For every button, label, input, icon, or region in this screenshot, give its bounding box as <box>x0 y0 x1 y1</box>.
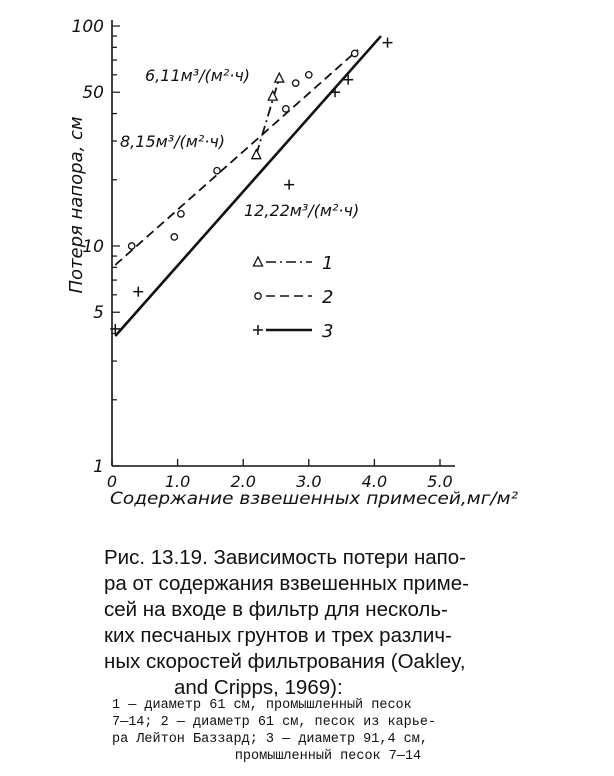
x-tick-label: 2.0 <box>230 472 256 491</box>
y-tick-label: 5 <box>93 303 104 324</box>
point-series-1 <box>275 73 284 82</box>
annotation-rate-3: 12,22м³/(м²·ч) <box>244 201 360 220</box>
annotation-rate-1: 6,11м³/(м²·ч) <box>145 66 251 85</box>
point-series-2 <box>292 80 298 86</box>
point-series-2 <box>128 243 134 249</box>
legend-marker-2 <box>255 293 261 299</box>
x-tick-label: 0 <box>106 472 118 491</box>
y-tick-label: 50 <box>82 83 104 104</box>
point-series-1 <box>252 150 261 159</box>
point-series-3 <box>330 87 340 97</box>
caption-line: ра от содержания взвешенных приме- <box>104 572 469 595</box>
point-series-3 <box>133 287 143 297</box>
y-tick-label: 1 <box>93 457 104 477</box>
point-series-2 <box>283 106 289 112</box>
y-tick-label: 100 <box>71 17 104 37</box>
chart-axes <box>66 17 518 509</box>
point-series-2 <box>171 234 177 240</box>
x-tick-label: 3.0 <box>296 472 322 491</box>
x-tick-label: 1.0 <box>164 472 191 491</box>
annotation-rate-2: 8,15м³/(м²·ч) <box>120 132 226 151</box>
caption-line: ных скоростей фильтрования (Oakley, <box>104 650 466 673</box>
caption-line: Рис. 13.19. Зависимость потери напо- <box>104 546 467 569</box>
point-series-3 <box>383 38 393 48</box>
figure-caption <box>104 545 564 701</box>
caption-legend-line: ра Лейтон Баззард; 3 — диаметр 91,4 см, <box>112 732 428 747</box>
y-axis-label: Потеря напора, см <box>66 116 87 294</box>
legend-label-2: 2 <box>322 287 334 308</box>
x-tick-label: 5.0 <box>427 472 453 491</box>
point-series-2 <box>178 211 184 217</box>
caption-legend <box>112 697 544 765</box>
legend-marker-3 <box>253 325 263 335</box>
caption-line: and Cripps, 1969): <box>174 676 343 699</box>
caption-line: сей на входе в фильтр для несколь- <box>104 598 448 621</box>
point-series-2 <box>306 72 312 78</box>
x-tick-label: 4.0 <box>361 472 388 491</box>
fit-line-series-1 <box>256 78 279 155</box>
caption-legend-line: 7—14; 2 — диаметр 61 см, песок из карье- <box>112 715 437 730</box>
caption-legend-line: 1 — диаметр 61 см, промышленный песок <box>112 698 412 713</box>
legend-label-1: 1 <box>322 253 334 274</box>
y-tick-label: 10 <box>82 237 104 257</box>
caption-line: ких песчаных грунтов и трех различ- <box>104 624 452 647</box>
legend-label-3: 3 <box>322 321 334 342</box>
point-series-3 <box>284 180 294 190</box>
point-series-2 <box>352 50 358 56</box>
caption-legend-line: промышленный песок 7—14 <box>234 749 422 764</box>
x-axis-label: Содержание взвешенных примесей,мг/м² <box>110 489 519 509</box>
chart-legend <box>253 253 333 342</box>
point-series-2 <box>214 167 220 173</box>
legend-marker-1 <box>254 257 263 266</box>
